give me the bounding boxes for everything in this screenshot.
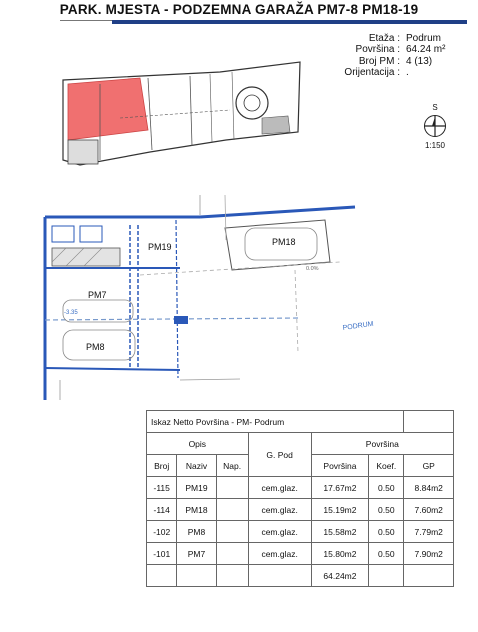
table-row <box>147 521 454 543</box>
cell-gp: 7.79m2 <box>404 521 454 543</box>
plan-label-pm18: PM18 <box>272 237 296 247</box>
cell-naziv: PM8 <box>177 521 216 543</box>
info-value: 64.24 m² <box>406 44 446 56</box>
area-table <box>146 410 454 587</box>
table-caption: Iskaz Netto Površina - PM- Podrum <box>147 411 404 433</box>
cell-naziv: PM18 <box>177 499 216 521</box>
table-row <box>147 499 454 521</box>
table-group-row <box>147 433 454 455</box>
cell-pod: cem.glaz. <box>248 499 311 521</box>
cell-nap <box>216 477 248 499</box>
cell-povrsina: 15.58m2 <box>311 521 369 543</box>
compass-north-label: S <box>432 103 438 112</box>
group-pod: G. Pod <box>248 433 311 477</box>
group-povrsina: Površina <box>311 433 453 455</box>
plan-label-pm8: PM8 <box>86 342 105 352</box>
plan-level-label: PODRUM <box>342 320 375 332</box>
scale-label: 1:150 <box>424 141 446 150</box>
total-value: 64.24m2 <box>311 565 369 587</box>
cell-povrsina: 15.19m2 <box>311 499 369 521</box>
slope-label: 0.0% <box>306 266 319 272</box>
plan-label-pm7: PM7 <box>88 290 107 300</box>
cell-nap <box>216 521 248 543</box>
plan-label-pm19: PM19 <box>148 242 172 252</box>
col-header: Površina <box>311 455 369 477</box>
cell-povrsina: 15.80m2 <box>311 543 369 565</box>
cell-povrsina: 17.67m2 <box>311 477 369 499</box>
highlight-area <box>68 78 148 140</box>
info-key: Broj PM : <box>358 55 400 67</box>
cell-pod: cem.glaz. <box>248 543 311 565</box>
cell-broj: -101 <box>147 543 177 565</box>
cell-nap <box>216 543 248 565</box>
cell-nap <box>216 499 248 521</box>
info-value: Podrum <box>406 33 442 44</box>
page-title: PARK. MJESTA - PODZEMNA GARAŽA PM7-8 PM18-19 <box>59 2 419 17</box>
column <box>174 316 188 324</box>
cell-broj: -115 <box>147 477 177 499</box>
cell-gp: 7.90m2 <box>404 543 454 565</box>
cell-koef: 0.50 <box>369 477 404 499</box>
cell-gp: 8.84m2 <box>404 477 454 499</box>
col-header: Broj <box>147 455 177 477</box>
col-header: Naziv <box>177 455 216 477</box>
table-row <box>147 477 454 499</box>
cell-koef: 0.50 <box>369 499 404 521</box>
detail-plan <box>45 195 374 400</box>
cell-koef: 0.50 <box>369 543 404 565</box>
col-header: Nap. <box>216 455 248 477</box>
info-key: Površina : <box>355 44 400 56</box>
info-key: Orijentacija : <box>344 66 400 78</box>
cell-broj: -114 <box>147 499 177 521</box>
cell-broj: -102 <box>147 521 177 543</box>
cell-naziv: PM7 <box>177 543 216 565</box>
cell-gp: 7.60m2 <box>404 499 454 521</box>
elevation-label: -3.35 <box>64 310 78 316</box>
cell-naziv: PM19 <box>177 477 216 499</box>
info-value: . <box>406 66 409 78</box>
col-header: Koef. <box>369 455 404 477</box>
table-row <box>147 543 454 565</box>
cell-koef: 0.50 <box>369 521 404 543</box>
info-value: 4 (13) <box>406 55 433 67</box>
table-total-row <box>147 565 454 587</box>
table-caption-row <box>147 411 454 433</box>
col-header: GP <box>404 455 454 477</box>
group-opis: Opis <box>147 433 249 455</box>
cell-pod: cem.glaz. <box>248 521 311 543</box>
info-key: Etaža : <box>368 33 400 44</box>
key-plan <box>63 62 300 165</box>
cell-pod: cem.glaz. <box>248 477 311 499</box>
